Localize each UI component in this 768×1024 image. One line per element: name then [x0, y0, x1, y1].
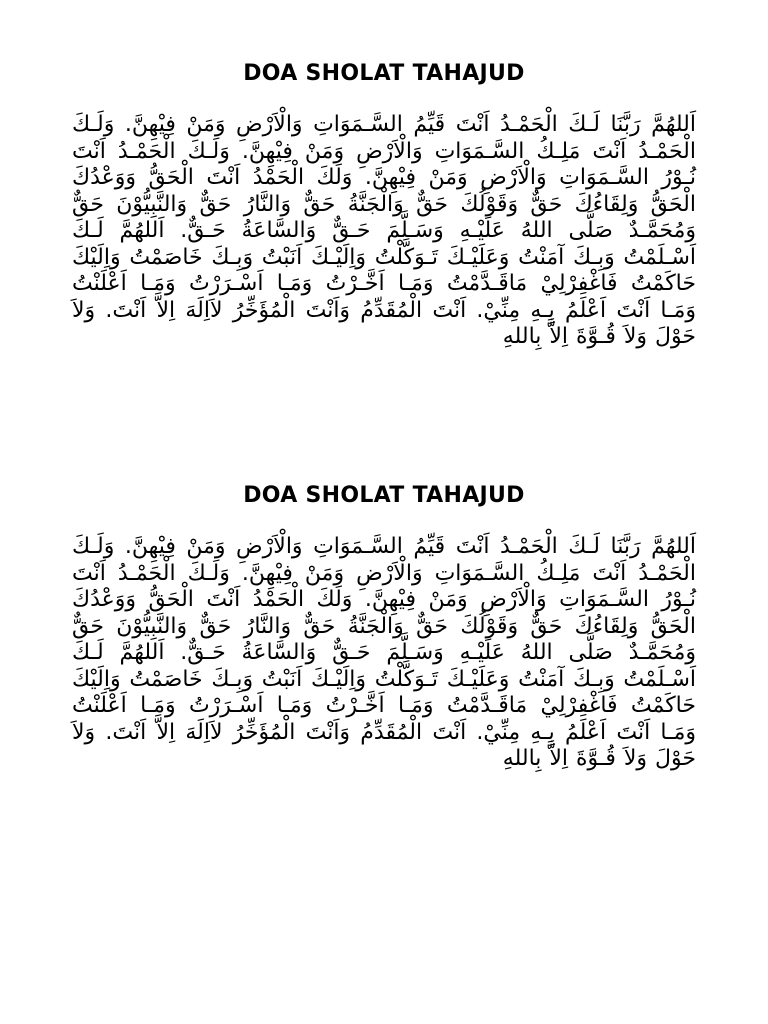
doa-title: DOA SHOLAT TAHAJUD [243, 61, 525, 86]
doa-arabic-text: اَللهُمَّ رَبَّنَا لَـكَ الْحَمْـدُ اَنْتَ قَيِّمُ السَّـمَوَاتِ وَالْاَرْضِ وَمَنْ فِيْهِنَّ. وَلَـكَ الْحَمْـدُ اَنْتَ مَلِـكُ السَّـمَوَاتِ وَالْاَرْضِ وَمَنْ فِيْهِنَّ. وَلَـكَ الْحَمْـدُ اَنْتَ نُـوْرُ السَّـمَوَاتِ وَالْاَرْضِ وَمَنْ فِيْهِنَّ. وَلَكَ الْحَمْدُ اَنْتَ الْحَقُّ وَوَعْدُكَ الْحَقُّ وَلِقَاءُكَ حَقٌّ وَقَوْلُكَ حَقٌّ وَالْجَنَّةُ حَقٌّ وَالنَّارُ حَقٌّ وَالنَّبِيُّوْنَ حَقٌّ وَمُحَمَّـدٌ صَلَّى اللهُ عَلَيْـهِ وَسَـلَّمَ حَـقٌّ وَالسَّاعَةُ حَـقٌّ. اَللهُمَّ لَـكَ اَسْـلَمْتُ وَبِـكَ آمَنْتُ وَعَلَيْـكَ تَـوَكَّلْتُ وَاِلَيْـكَ اَنَبْتُ وَبِـكَ خَاصَمْتُ وَاِلَيْكَ حَاكَمْتُ فَاغْفِرْلِيْ مَاقَـدَّمْتُ وَمَـا اَخَّـرْتُ وَمَـا اَسْـرَرْتُ وَمَـا اَعْلَنْتُ وَمَـا اَنْتَ اَعْلَمُ بِـهِ مِنِّيْ. اَنْتَ الْمُقَدِّمُ وَاَنْتَ الْمُؤَخِّرُ لاَاِلَهَ اِلاَّ اَنْتَ. وَلاَ حَوْلَ وَلاَ قُـوَّةَ اِلاَّ بِاللهِ [72, 112, 696, 349]
doa-section [72, 58, 696, 351]
doa-title: DOA SHOLAT TAHAJUD [243, 483, 525, 508]
doa-section [72, 480, 696, 773]
doa-arabic-text: اَللهُمَّ رَبَّنَا لَـكَ الْحَمْـدُ اَنْتَ قَيِّمُ السَّـمَوَاتِ وَالْاَرْضِ وَمَنْ فِيْهِنَّ. وَلَـكَ الْحَمْـدُ اَنْتَ مَلِـكُ السَّـمَوَاتِ وَالْاَرْضِ وَمَنْ فِيْهِنَّ. وَلَـكَ الْحَمْـدُ اَنْتَ نُـوْرُ السَّـمَوَاتِ وَالْاَرْضِ وَمَنْ فِيْهِنَّ. وَلَكَ الْحَمْدُ اَنْتَ الْحَقُّ وَوَعْدُكَ الْحَقُّ وَلِقَاءُكَ حَقٌّ وَقَوْلُكَ حَقٌّ وَالْجَنَّةُ حَقٌّ وَالنَّارُ حَقٌّ وَالنَّبِيُّوْنَ حَقٌّ وَمُحَمَّـدٌ صَلَّى اللهُ عَلَيْـهِ وَسَـلَّمَ حَـقٌّ وَالسَّاعَةُ حَـقٌّ. اَللهُمَّ لَـكَ اَسْـلَمْتُ وَبِـكَ آمَنْتُ وَعَلَيْـكَ تَـوَكَّلْتُ وَاِلَيْـكَ اَنَبْتُ وَبِـكَ خَاصَمْتُ وَاِلَيْكَ حَاكَمْتُ فَاغْفِرْلِيْ مَاقَـدَّمْتُ وَمَـا اَخَّـرْتُ وَمَـا اَسْـرَرْتُ وَمَـا اَعْلَنْتُ وَمَـا اَنْتَ اَعْلَمُ بِـهِ مِنِّيْ. اَنْتَ الْمُقَدِّمُ وَاَنْتَ الْمُؤَخِّرُ لاَاِلَهَ اِلاَّ اَنْتَ. وَلاَ حَوْلَ وَلاَ قُـوَّةَ اِلاَّ بِاللهِ [72, 534, 696, 771]
